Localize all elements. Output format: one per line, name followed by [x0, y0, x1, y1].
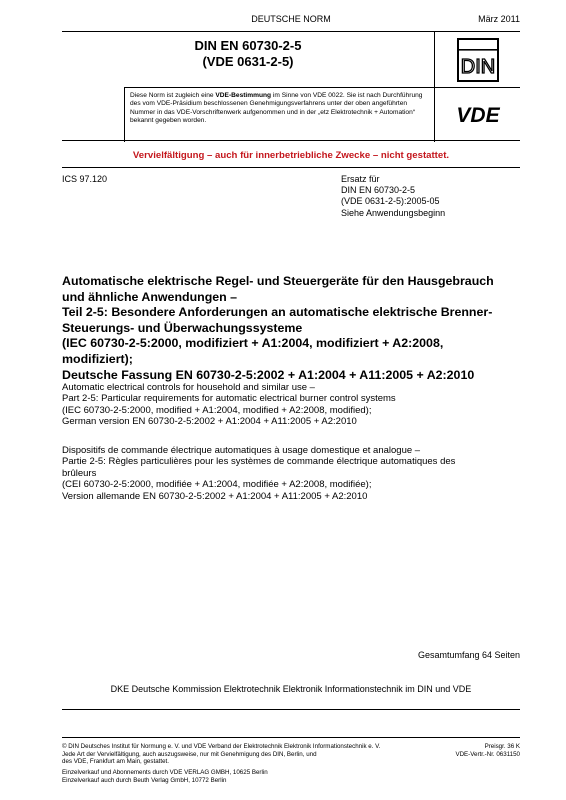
vde-regulation-term: VDE-Bestimmung	[215, 92, 272, 99]
norm-type: DEUTSCHE NORM	[251, 14, 331, 24]
header-box	[62, 31, 520, 141]
price-group: Preisgr. 36 K VDE-Vertr.-Nr. 0631150	[455, 743, 520, 758]
title-english: Automatic electrical controls for household and similar use – Part 2-5: Particular requirements for automatic electrical burner control systems (IEC 60730-2-5:2000, modified + A1:2004, modified + A2:2008, modified); German version EN 60730-2-5:2002 + A1:2004 + A11:2005 + A2:2010	[62, 382, 396, 428]
replaces-block: Ersatz für DIN EN 60730-2-5 (VDE 0631-2-5):2005-05 Siehe Anwendungsbeginn	[341, 174, 446, 218]
top-bar	[62, 14, 520, 28]
page-count: Gesamtumfang 64 Seiten	[417, 650, 520, 660]
publication-date: März 2011	[478, 14, 520, 24]
din-logo-text: DIN	[460, 56, 496, 78]
ics-code: ICS 97.120	[62, 174, 108, 184]
reproduction-notice: Vervielfältigung – auch für innerbetriebliche Zwecke – nicht gestattet.	[132, 150, 450, 161]
document-number-din: DIN EN 60730-2-5	[194, 38, 302, 53]
title-german: Automatische elektrische Regel- und Steuergeräte für den Hausgebrauch und ähnliche Anwendungen – Teil 2-5: Besondere Anforderungen an automatische elektrische Brenner- Steuerungs- und Überwachungssysteme (IEC 60730-2-5:2000, modifiziert + A1:2004, modifiziert + A2:2008, modifiziert); Deutsche Fassung EN 60730-2-5:2002 + A1:2004 + A11:2005 + A2:2010	[62, 274, 494, 382]
din-logo	[457, 38, 499, 82]
vde-logo	[445, 102, 511, 126]
vde-regulation-note: Diese Norm ist zugleich eine VDE-Bestimmung im Sinne von VDE 0022. Sie ist nach Durchführung des vom VDE-Präsidium beschlossenen Genehmigungsverfahrens unter der oben angeführten Nummer in das VDE-Vorschriftenwerk aufgenommen und in der „etz Elektrotechnik + Automation“ bekannt gegeben worden.	[130, 92, 423, 125]
din-logo-graphic	[459, 40, 497, 80]
sales-info: Einzelverkauf und Abonnements durch VDE VERLAG GMBH, 10625 Berlin Einzelverkauf auch durch Beuth Verlag GmbH, 10772 Berlin	[62, 769, 268, 784]
title-french: Dispositifs de commande électrique automatiques à usage domestique et analogue – Partie 2-5: Règles particulières pour les systèmes de commande électrique automatiques des brûleurs (CEI 60730-2-5:2000, modifiée + A1:2004, modifiée + A2:2008, modifiée); Version allemande EN 60730-2-5:2002 + A1:2004 + A11:2005 + A2:2010	[62, 445, 456, 502]
publisher-line: DKE Deutsche Kommission Elektrotechnik Elektronik Informationstechnik im DIN und VDE	[110, 684, 472, 694]
vde-logo-text: VDE	[456, 104, 500, 126]
vde-logo-graphic	[445, 102, 511, 126]
document-number-vde: (VDE 0631-2-5)	[202, 54, 294, 69]
document-number	[62, 38, 434, 70]
copyright-notice: © DIN Deutsches Institut für Normung e. V. und VDE Verband der Elektrotechnik Elektronik Informationstechnik e. V. Jede Art der Vervielfältigung, auch auszugsweise, nur mit Genehmigung des DIN, Berlin, und des VDE, Frankfurt am Main, gestattet.	[62, 743, 381, 766]
